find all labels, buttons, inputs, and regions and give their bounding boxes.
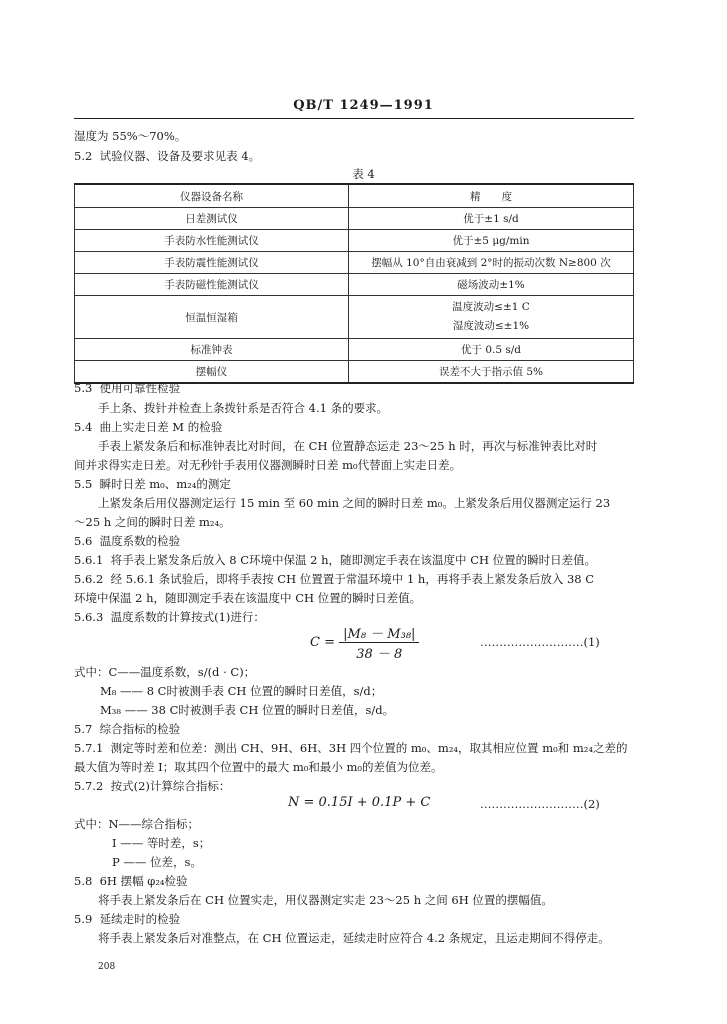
- section-5-8-heading: [74, 873, 188, 889]
- section-number: 5.7.1: [74, 741, 104, 755]
- column-header-precision: 精 度: [349, 184, 634, 208]
- formula-denominator: 38 － 8: [356, 647, 403, 662]
- section-text: 温度系数的计算按式(1)进行：: [110, 610, 265, 624]
- section-5-9-heading: [74, 911, 180, 927]
- table-row: [75, 296, 634, 339]
- section-number: 5.4: [74, 420, 93, 434]
- section-number: 5.5: [74, 477, 93, 491]
- equipment-table: [74, 183, 634, 384]
- equipment-precision: 优于 0.5 s/d: [349, 339, 634, 361]
- section-number: 5.8: [74, 874, 93, 888]
- section-5-6-heading: [74, 533, 180, 549]
- section-number: 5.3: [74, 381, 93, 395]
- equipment-name: 手表防震性能测试仪: [75, 252, 349, 274]
- table-header-row: [75, 184, 634, 208]
- where-i: I —— 等时差，s；: [112, 836, 211, 850]
- equipment-name: 恒温恒湿箱: [75, 296, 349, 339]
- equipment-precision: 误差不大于指示值 5%: [349, 361, 634, 384]
- section-number: 5.6: [74, 534, 93, 548]
- section-5-5-body-line: 上紧发条后用仪器测定运行 15 min 至 60 min 之间的瞬时日差 m₀。上紧发条后用仪器测定运行 23: [98, 496, 611, 510]
- section-5-8-body: 将手表上紧发条后在 CH 位置实走，用仪器测定实走 23～25 h 之间 6H 位置的摆幅值。: [98, 893, 553, 907]
- section-5-7-1: [74, 740, 628, 756]
- section-5-2: [74, 148, 260, 164]
- section-title: 瞬时日差 m₀、m₂₄的测定: [99, 477, 231, 491]
- where-m38: M₃₈ —— 38 C时被测手表 CH 位置的瞬时日差值，s/d。: [100, 703, 395, 717]
- formula-numerator: |M₈ － M₃₈|: [339, 623, 419, 643]
- section-number: 5.2: [74, 149, 93, 163]
- formula-2: N = 0.15I + 0.1P + C: [288, 795, 431, 810]
- equipment-name: 日差测试仪: [75, 208, 349, 230]
- table-row: [75, 274, 634, 296]
- equipment-precision: 摆幅从 10°自由衰减到 2°时的振动次数 N≥800 次: [349, 252, 634, 274]
- section-5-9-body: 将手表上紧发条后对准整点，在 CH 位置运走，延续走时应符合 4.2 条规定，且运走期间不得停走。: [98, 931, 610, 945]
- table-row: [75, 339, 634, 361]
- section-5-6-2-continued: 环境中保温 2 h，随即测定手表在该温度中 CH 位置的瞬时日差值。: [74, 591, 422, 605]
- section-5-3-heading: [74, 380, 180, 396]
- formula-lhs: C =: [310, 635, 335, 650]
- where-m8: M₈ —— 8 C时被测手表 CH 位置的瞬时日差值，s/d；: [100, 684, 383, 698]
- table-row: [75, 230, 634, 252]
- section-title: 综合指标的检验: [99, 722, 181, 736]
- equipment-name: 摆幅仪: [75, 361, 349, 384]
- equipment-name: 手表防水性能测试仪: [75, 230, 349, 252]
- section-number: 5.6.2: [74, 572, 104, 586]
- section-5-5-body-line: ～25 h 之间的瞬时日差 m₂₄。: [74, 515, 231, 529]
- precision-line: 湿度波动≤±1%: [452, 320, 530, 332]
- section-number: 5.7.2: [74, 779, 104, 793]
- table-caption: 表 4: [352, 167, 375, 181]
- section-number: 5.9: [74, 912, 93, 926]
- section-number: 5.6.3: [74, 610, 104, 624]
- section-title: 温度系数的检验: [99, 534, 181, 548]
- page-number: 208: [98, 962, 116, 972]
- section-text: 按式(2)计算综合指标：: [110, 779, 231, 793]
- header-rule: [74, 118, 634, 119]
- equipment-name: 手表防磁性能测试仪: [75, 274, 349, 296]
- section-text: 测定等时差和位差：测出 CH、9H、6H、3H 四个位置的 m₀、m₂₄，取其相应位置 m₀和 m₂₄之差的: [110, 741, 628, 755]
- section-5-7-heading: [74, 721, 180, 737]
- section-5-7-1-continued: 最大值为等时差 I；取其四个位置中的最大 m₀和最小 m₀的差值为位差。: [74, 760, 443, 774]
- formula-1-tag: ………………………(1): [480, 635, 600, 649]
- where-p: P —— 位差，s。: [112, 855, 202, 869]
- formula-fraction: [339, 623, 419, 662]
- equipment-precision: 优于±1 s/d: [349, 208, 634, 230]
- intro-line: 湿度为 55%～70%。: [74, 129, 187, 143]
- formula-2-tag: ………………………(2): [480, 797, 600, 811]
- section-text: 试验仪器、设备及要求见表 4。: [99, 149, 261, 163]
- section-title: 延续走时的检验: [99, 912, 181, 926]
- section-title: 6H 摆幅 φ₂₄检验: [99, 874, 188, 888]
- column-header-name: 仪器设备名称: [75, 184, 349, 208]
- table-row: [75, 208, 634, 230]
- section-5-7-2: [74, 778, 230, 794]
- section-5-6-2: [74, 571, 594, 587]
- section-number: 5.6.1: [74, 553, 104, 567]
- section-title: 使用可靠性检验: [99, 381, 181, 395]
- section-5-6-1: [74, 552, 596, 568]
- section-title: 曲上实走日差 M 的检验: [99, 420, 223, 434]
- table-row: [75, 252, 634, 274]
- section-5-4-body-line: 手表上紧发条后和标准钟表比对时间，在 CH 位置静态运走 23～25 h 时，再次与标准钟表比对时: [98, 439, 598, 453]
- equipment-precision: 优于±5 μg/min: [349, 230, 634, 252]
- equipment-precision: 磁场波动±1%: [349, 274, 634, 296]
- equipment-name: 标准钟表: [75, 339, 349, 361]
- formula-1: [310, 623, 419, 662]
- standard-code-header: QB/T 1249—1991: [293, 98, 434, 113]
- section-number: 5.7: [74, 722, 93, 736]
- section-text: 将手表上紧发条后放入 8 C环境中保温 2 h，随即测定手表在该温度中 CH 位置的瞬时日差值。: [110, 553, 597, 567]
- precision-line: 温度波动≤±1 C: [452, 301, 530, 313]
- section-5-6-3: [74, 609, 265, 625]
- section-text: 经 5.6.1 条试验后，即将手表按 CH 位置置于常温环境中 1 h，再将手表上紧发条后放入 38 C: [110, 572, 595, 586]
- section-5-5-heading: [74, 476, 231, 492]
- where-n: 式中：N——综合指标；: [74, 817, 200, 831]
- equipment-precision: [349, 296, 634, 339]
- section-5-4-body-line: 间并求得实走日差。对无秒针手表用仪器测瞬时日差 m₀代替面上实走日差。: [74, 458, 462, 472]
- where-c: 式中：C——温度系数，s/(d · C)；: [74, 665, 256, 679]
- section-5-4-heading: [74, 419, 222, 435]
- section-5-3-body: 手上条、拨针并检查上条拨针系是否符合 4.1 条的要求。: [98, 401, 389, 415]
